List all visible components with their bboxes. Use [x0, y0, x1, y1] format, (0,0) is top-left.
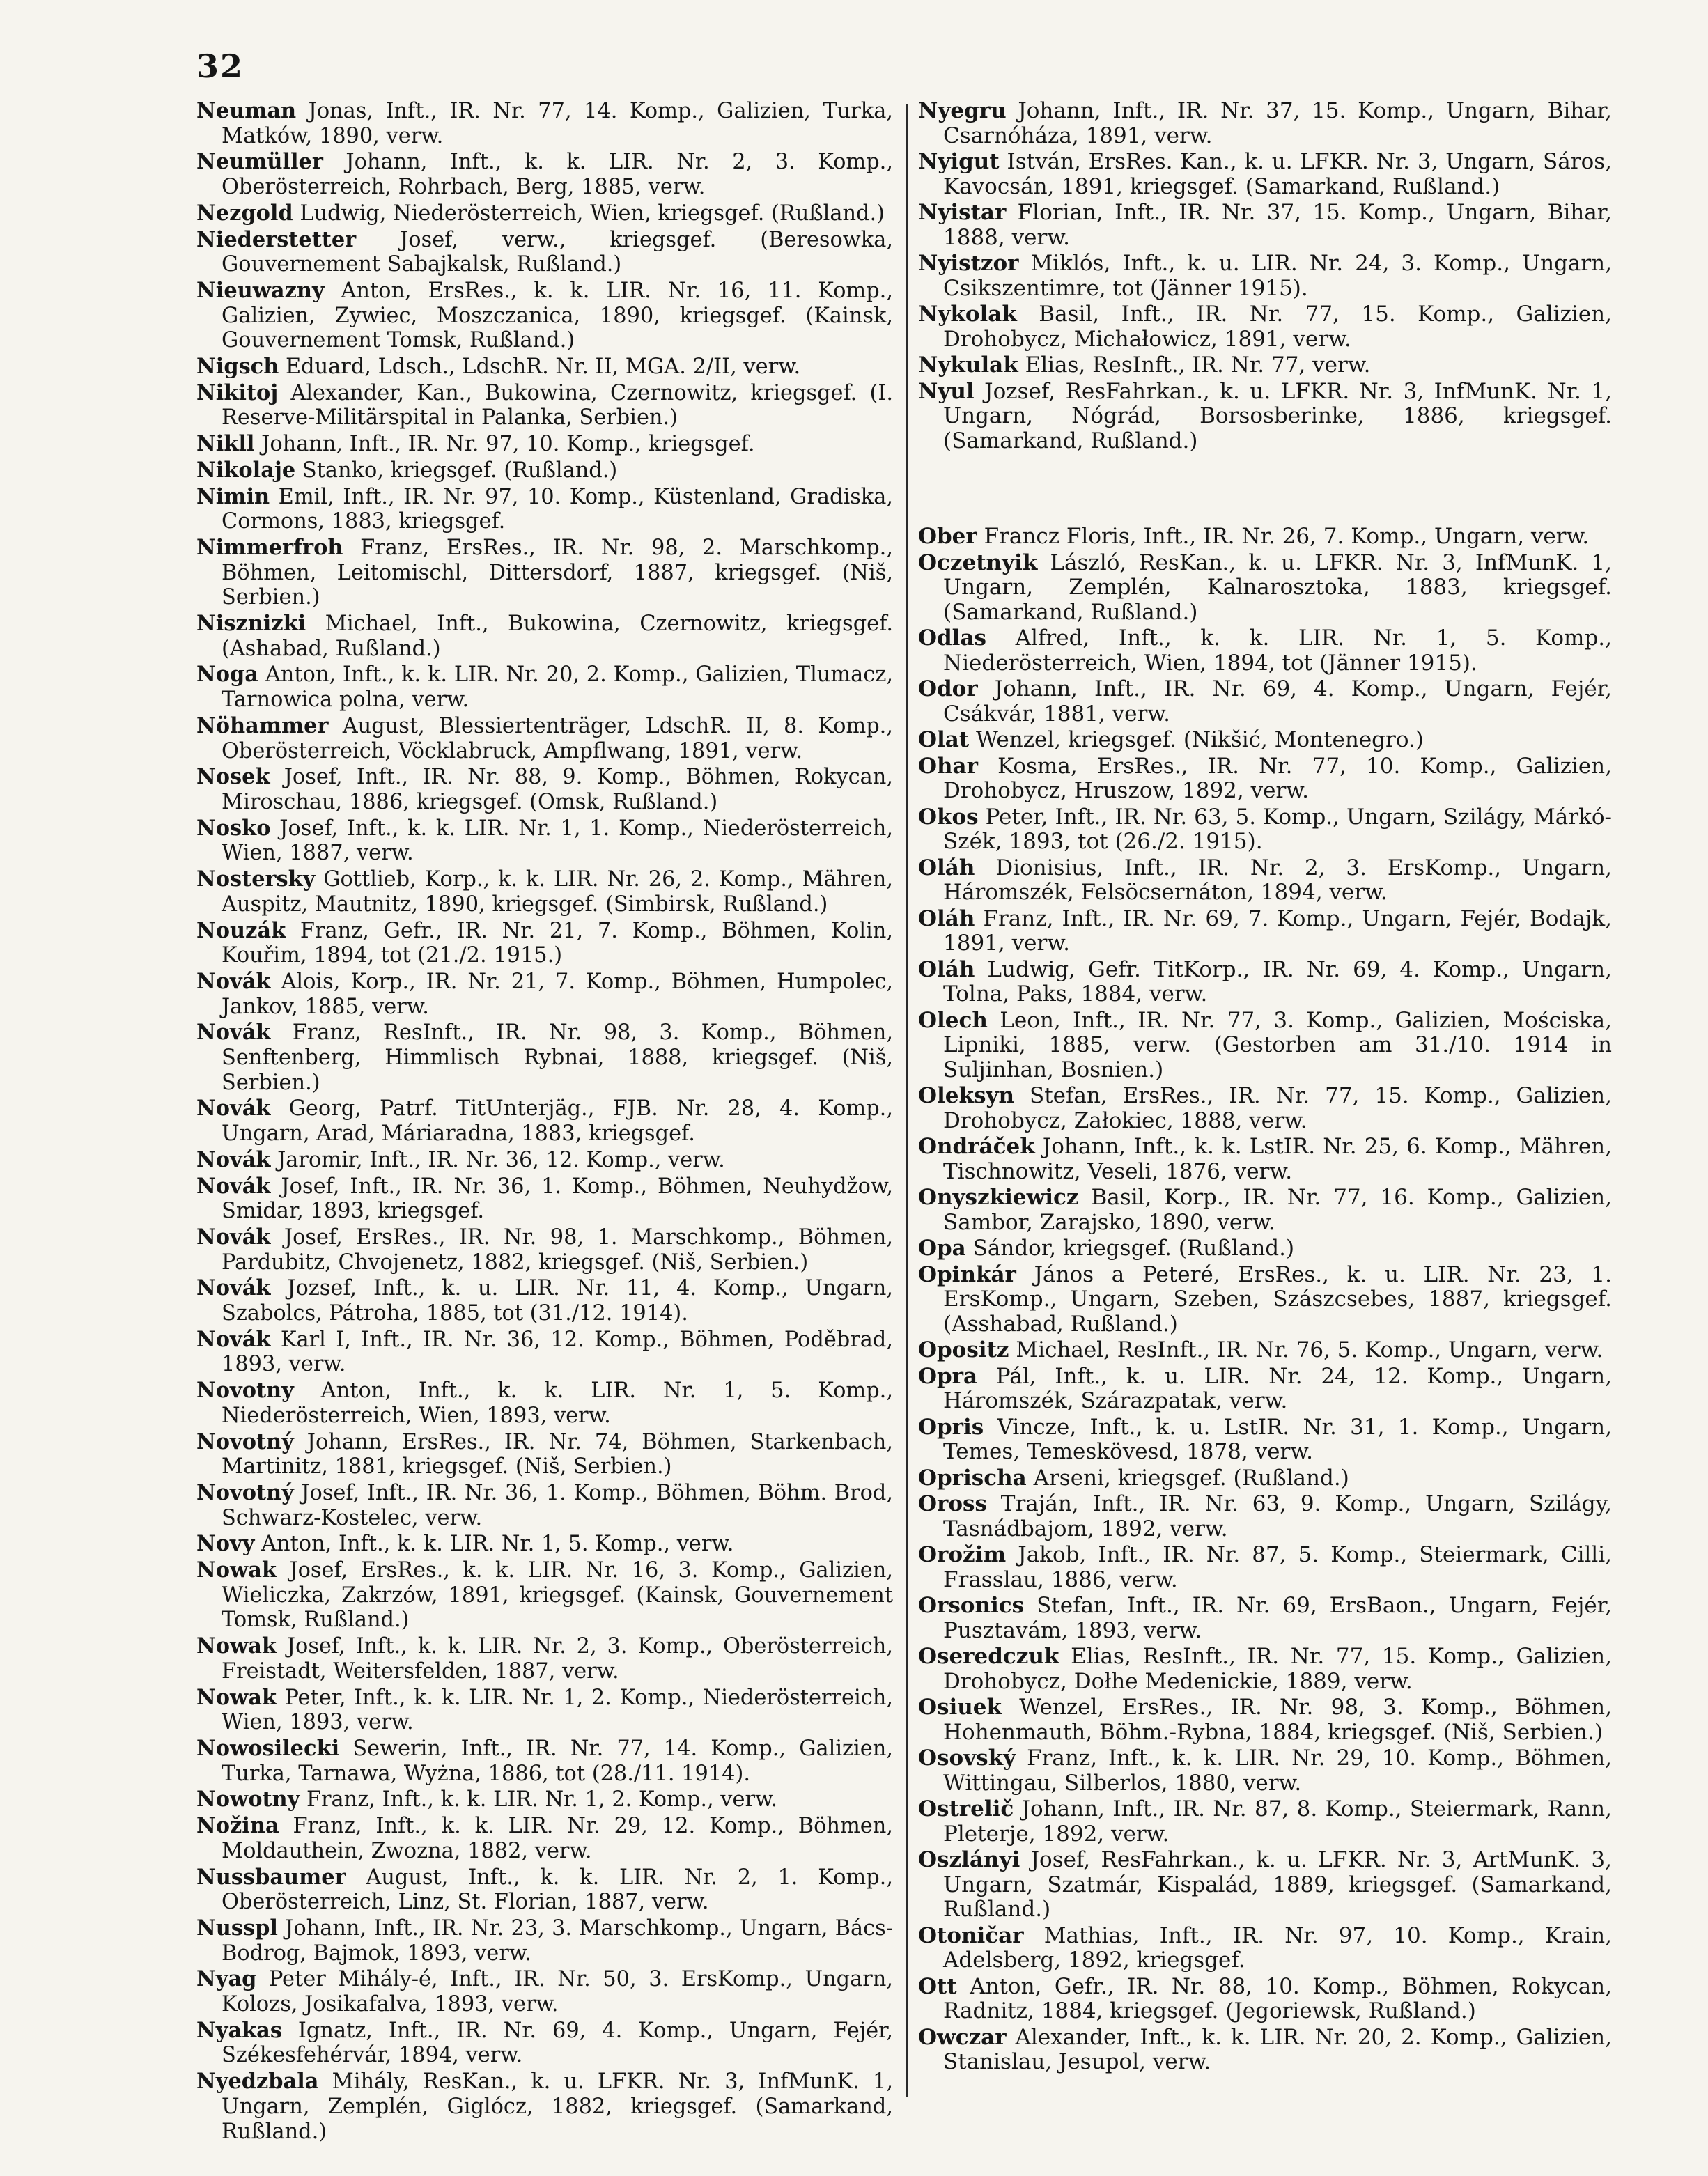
entry-surname: Nyistzor [918, 251, 1019, 276]
entry-details: Wenzel, ErsRes., IR. Nr. 98, 3. Komp., Böhmen, Hohenmauth, Böhm.-Rybna, 1884, kriegsgef. (Niš, Serbien.) [943, 1695, 1612, 1745]
register-entry [918, 524, 1612, 550]
entry-surname: Orožim [918, 1542, 1007, 1567]
register-entry [918, 2026, 1612, 2075]
entry-details: Eduard, Ldsch., LdschR. Nr. II, MGA. 2/II, verw. [279, 355, 801, 380]
entry-details: Franz, Gefr., IR. Nr. 21, 7. Komp., Böhmen, Kolin, Kouřim, 1894, tot (21./2. 1915.) [222, 918, 893, 968]
entry-details: Franz, ErsRes., IR. Nr. 98, 2. Marschkomp., Böhmen, Leitomischl, Dittersdorf, 1887, kriegsgef. (Niš, Serbien.) [222, 535, 893, 610]
entry-details: Mathias, Inft., IR. Nr. 97, 10. Komp., Krain, Adelsberg, 1892, kriegsgef. [943, 1922, 1612, 1973]
entry-surname: Nimin [196, 483, 270, 509]
entry-details: Stefan, Inft., IR. Nr. 69, ErsBaon., Ungarn, Fejér, Pusztavám, 1893, verw. [943, 1593, 1612, 1643]
register-entry [196, 458, 893, 483]
entry-surname: Nyistar [918, 200, 1007, 225]
entry-details: László, ResKan., k. u. LFKR. Nr. 3, InfMunK. 1, Ungarn, Zemplén, Kalnarosztoka, 1883, kriegsgef. (Samarkand, Rußland.) [943, 550, 1612, 625]
register-entry [196, 1020, 893, 1095]
register-entry [918, 856, 1612, 906]
register-entry [196, 1814, 893, 1863]
register-entry [196, 714, 893, 763]
entry-details: Karl I, Inft., IR. Nr. 36, 12. Komp., Böhmen, Poděbrad, 1893, verw. [222, 1327, 893, 1377]
register-entry [918, 302, 1612, 352]
register-entry [918, 1797, 1612, 1847]
register-entry [196, 1532, 893, 1557]
entry-surname: Osiuek [918, 1695, 1002, 1720]
entry-details: August, Inft., k. k. LIR. Nr. 2, 1. Komp., Oberösterreich, Linz, St. Florian, 1887, verw. [222, 1865, 893, 1915]
entry-surname: Nykulak [918, 352, 1018, 378]
entry-details: Josef, ResFahrkan., k. u. LFKR. Nr. 3, ArtMunK. 3, Ungarn, Szatmár, Kispalád, 1889, kriegsgef. (Samarkand, Rußland.) [943, 1847, 1612, 1922]
register-entry [196, 1634, 893, 1684]
register-entry [918, 1594, 1612, 1643]
entry-details: Josef, Inft., IR. Nr. 88, 9. Komp., Böhmen, Rokycan, Miroschau, 1886, kriegsgef. (Omsk, Rußland.) [222, 765, 893, 814]
entry-details: Anton, ErsRes., k. k. LIR. Nr. 16, 11. Komp., Galizien, Zywiec, Moszczanica, 1890, kriegsgef. (Kainsk, Gouvernement Tomsk, Rußland.) [222, 278, 893, 353]
entry-surname: Ott [918, 1973, 957, 1999]
register-entry [196, 1276, 893, 1326]
entry-surname: Oláh [918, 956, 975, 982]
register-entry [196, 1967, 893, 2016]
entry-details: Peter Mihály-é, Inft., IR. Nr. 50, 3. ErsKomp., Ungarn, Kolozs, Josikafalva, 1893, verw. [222, 1967, 893, 2017]
column-divider [906, 104, 908, 2097]
entry-details: Basil, Korp., IR. Nr. 77, 16. Komp., Galizien, Sambor, Zarajsko, 1890, verw. [943, 1185, 1612, 1235]
entry-surname: Nöhammer [196, 713, 329, 738]
entry-surname: Orsonics [918, 1593, 1025, 1618]
entry-surname: Nowak [196, 1684, 277, 1710]
register-entry [196, 1096, 893, 1146]
entry-surname: Ohar [918, 753, 978, 779]
entry-details: Franz, Inft., IR. Nr. 69, 7. Komp., Ungarn, Fejér, Bodajk, 1891, verw. [943, 906, 1612, 956]
entry-details: Anton, Inft., k. k. LIR. Nr. 20, 2. Komp., Galizien, Tlumacz, Tarnowica polna, verw. [222, 662, 893, 713]
register-entry [918, 754, 1612, 804]
entry-details: Franz, Inft., k. k. LIR. Nr. 29, 12. Komp., Böhmen, Moldauthein, Zwozna, 1882, verw. [222, 1814, 893, 1863]
register-entry [918, 1466, 1612, 1491]
register-entry [918, 677, 1612, 726]
entry-details: János a Peteré, ErsRes., k. u. LIR. Nr. 23, 1. ErsKomp., Ungarn, Szeben, Szászcsebes, 1887, kriegsgef. (Asshabad, Rußland.) [943, 1261, 1612, 1337]
entry-details: Josef, ErsRes., IR. Nr. 98, 1. Marschkomp., Böhmen, Pardubitz, Chvojenetz, 1882, kriegsgef. (Niš, Serbien.) [222, 1225, 893, 1275]
entry-details: Johann, Inft., k. k. LstIR. Nr. 25, 6. Komp., Mähren, Tischnowitz, Veseli, 1876, verw. [943, 1134, 1612, 1184]
register-entry [196, 201, 893, 226]
entry-details: Mihály, ResKan., k. u. LFKR. Nr. 3, InfMunK. 1, Ungarn, Zemplén, Giglócz, 1882, kriegsgef. (Samarkand, Rußland.) [222, 2069, 893, 2144]
entry-details: Michael, ResInft., IR. Nr. 76, 5. Komp., Ungarn, verw. [1009, 1337, 1604, 1362]
entry-surname: Nimmerfroh [196, 534, 343, 560]
entry-details: Basil, Inft., IR. Nr. 77, 15. Komp., Galizien, Drohobycz, Michałowicz, 1891, verw. [943, 302, 1612, 352]
entry-surname: Olat [918, 727, 970, 752]
entry-surname: Nigsch [196, 354, 279, 380]
entry-surname: Nyag [196, 1966, 257, 1992]
entry-surname: Oczetnyik [918, 550, 1038, 575]
entry-surname: Owczar [918, 2024, 1007, 2050]
register-entry [196, 381, 893, 430]
register-entry [918, 907, 1612, 956]
entry-details: Alexander, Inft., k. k. LIR. Nr. 20, 2. Komp., Galizien, Stanislau, Jesupol, verw. [943, 2024, 1612, 2074]
entry-surname: Nosek [196, 764, 270, 790]
register-entry [918, 1492, 1612, 1541]
register-entry [196, 1174, 893, 1224]
entry-details: Elias, ResInft., IR. Nr. 77, verw. [1018, 352, 1371, 378]
right-column-o-section [918, 524, 1612, 2075]
entry-details: Jozsef, ResFahrkan., k. u. LFKR. Nr. 3, InfMunK. Nr. 1, Ungarn, Nógrád, Borsosberinke, 1886, kriegsgef. (Samarkand, Rußland.) [943, 378, 1612, 453]
register-entry [918, 1415, 1612, 1465]
entry-surname: Oszlányi [918, 1847, 1020, 1872]
entry-surname: Onyszkiewicz [918, 1185, 1079, 1210]
entry-surname: Oleksyn [918, 1083, 1014, 1108]
entry-details: Francz Floris, Inft., IR. Nr. 26, 7. Komp., Ungarn, verw. [977, 524, 1590, 549]
entry-surname: Otoničar [918, 1922, 1024, 1948]
entry-details: Josef, Inft., IR. Nr. 36, 1. Komp., Böhmen, Böhm. Brod, Schwarz-Kostelec, verw. [222, 1480, 893, 1530]
entry-surname: Oprischa [918, 1465, 1027, 1491]
register-entry [918, 805, 1612, 855]
register-entry [918, 1975, 1612, 2024]
entry-details: Sándor, kriegsgef. (Rußland.) [965, 1236, 1295, 1261]
entry-surname: Nikitoj [196, 380, 279, 405]
entry-details: Kosma, ErsRes., IR. Nr. 77, 10. Komp., Galizien, Drohobycz, Hruszow, 1892, verw. [943, 753, 1612, 803]
entry-surname: Oláh [918, 906, 975, 931]
register-entry [196, 1225, 893, 1275]
register-entry [196, 1787, 893, 1812]
entry-surname: Nosko [196, 815, 271, 841]
entry-surname: Novák [196, 1326, 271, 1352]
entry-surname: Nowosilecki [196, 1736, 340, 1761]
register-entry [918, 1236, 1612, 1261]
register-entry [918, 201, 1612, 250]
register-entry [196, 970, 893, 1019]
register-entry [196, 1916, 893, 1966]
entry-surname: Nožina [196, 1813, 279, 1839]
entry-details: Josef, Inft., k. k. LIR. Nr. 2, 3. Komp., Oberösterreich, Freistadt, Weitersfelden, 1887, verw. [222, 1634, 893, 1684]
register-entry [196, 1865, 893, 1915]
entry-surname: Nyakas [196, 2017, 282, 2043]
register-entry [196, 536, 893, 610]
entry-details: Franz, Inft., k. k. LIR. Nr. 1, 2. Komp., verw. [300, 1787, 778, 1812]
entry-details: Stanko, kriegsgef. (Rußland.) [295, 458, 618, 483]
register-entry [196, 1686, 893, 1735]
entry-surname: Nouzák [196, 917, 286, 943]
register-entry [196, 919, 893, 968]
register-entry [918, 1135, 1612, 1184]
register-entry [196, 485, 893, 534]
entry-surname: Nikll [196, 431, 255, 457]
register-entry [918, 353, 1612, 378]
entry-surname: Novák [196, 1224, 271, 1250]
entry-details: Johann, Inft., IR. Nr. 97, 10. Komp., kriegsgef. [254, 432, 755, 457]
register-entry [918, 1365, 1612, 1414]
left-column [196, 99, 893, 2145]
entry-surname: Novotný [196, 1479, 294, 1505]
register-entry [918, 1263, 1612, 1337]
entry-surname: Nisznizki [196, 611, 306, 637]
entry-surname: Opra [918, 1363, 978, 1389]
entry-details: Josef, verw., kriegsgef. (Beresowka, Gouvernement Sabajkalsk, Rußland.) [222, 227, 893, 277]
entry-details: István, ErsRes. Kan., k. u. LFKR. Nr. 3, Ungarn, Sáros, Kavocsán, 1891, kriegsgef. (Samarkand, Rußland.) [943, 149, 1612, 199]
entry-surname: Okos [918, 804, 979, 830]
entry-surname: Osovský [918, 1746, 1016, 1771]
entry-details: Franz, ResInft., IR. Nr. 98, 3. Komp., Böhmen, Senftenberg, Himmlisch Rybnai, 1888, kriegsgef. (Niš, Serbien.) [222, 1020, 893, 1095]
entry-details: Stefan, ErsRes., IR. Nr. 77, 15. Komp., Galizien, Drohobycz, Załokiec, 1888, verw. [943, 1083, 1612, 1133]
register-entry [918, 1186, 1612, 1235]
register-entry [196, 765, 893, 814]
entry-surname: Niederstetter [196, 226, 357, 252]
entry-surname: Oseredczuk [918, 1644, 1059, 1669]
entry-details: Peter, Inft., IR. Nr. 63, 5. Komp., Ungarn, Szilágy, Márkó-Szék, 1893, tot (26./2. 1915). [943, 804, 1612, 854]
entry-details: Dionisius, Inft., IR. Nr. 2, 3. ErsKomp., Ungarn, Háromszék, Felsöcsernáton, 1894, verw. [943, 855, 1612, 905]
register-entry [918, 1338, 1612, 1363]
register-entry [918, 251, 1612, 301]
register-entry [918, 99, 1612, 148]
entry-surname: Oross [918, 1491, 987, 1516]
register-entry [918, 728, 1612, 753]
entry-details: Ignatz, Inft., IR. Nr. 69, 4. Komp., Ungarn, Fejér, Székesfehérvár, 1894, verw. [222, 2018, 893, 2068]
register-entry [918, 1848, 1612, 1922]
register-entry [196, 662, 893, 712]
entry-details: Michael, Inft., Bukowina, Czernowitz, kriegsgef. (Ashabad, Rußland.) [222, 612, 893, 661]
register-entry [196, 1481, 893, 1530]
register-entry [196, 816, 893, 866]
entry-surname: Nussbaumer [196, 1864, 346, 1890]
entry-details: Wenzel, kriegsgef. (Nikšić, Montenegro.) [969, 727, 1424, 752]
entry-details: Franz, Inft., k. k. LIR. Nr. 29, 10. Komp., Böhmen, Wittingau, Silberlos, 1880, verw. [943, 1746, 1612, 1796]
entry-surname: Novák [196, 1275, 271, 1301]
entry-surname: Novotný [196, 1429, 294, 1454]
register-entry [196, 279, 893, 353]
entry-surname: Nyigut [918, 149, 1000, 174]
right-column-n-section [918, 99, 1612, 453]
entry-details: Jakob, Inft., IR. Nr. 87, 5. Komp., Steiermark, Cilli, Frasslau, 1886, verw. [943, 1542, 1612, 1592]
register-entry [196, 150, 893, 199]
register-entry [918, 626, 1612, 676]
entry-details: Traján, Inft., IR. Nr. 63, 9. Komp., Ungarn, Szilágy, Tasnádbajom, 1892, verw. [943, 1491, 1612, 1541]
entry-surname: Ondráček [918, 1134, 1035, 1159]
entry-details: Ludwig, Gefr. TitKorp., IR. Nr. 69, 4. Komp., Ungarn, Tolna, Paks, 1884, verw. [943, 956, 1612, 1007]
entry-surname: Olech [918, 1007, 988, 1033]
register-entry [196, 99, 893, 148]
register-entry [196, 1430, 893, 1479]
entry-details: Jaromir, Inft., IR. Nr. 36, 12. Komp., verw. [270, 1147, 725, 1172]
entry-details: Johann, Inft., IR. Nr. 87, 8. Komp., Steiermark, Rann, Pleterje, 1892, verw. [943, 1796, 1612, 1847]
entry-details: Gottlieb, Korp., k. k. LIR. Nr. 26, 2. Komp., Mähren, Auspitz, Mautnitz, 1890, kriegsgef. (Simbirsk, Rußland.) [222, 867, 893, 917]
entry-surname: Novák [196, 1173, 271, 1199]
entry-surname: Novotny [196, 1378, 294, 1404]
entry-surname: Ostrelič [918, 1796, 1014, 1821]
entry-details: Alexander, Kan., Bukowina, Czernowitz, kriegsgef. (I. Reserve-Militärspital in Palanka, Serbien.) [222, 380, 893, 430]
entry-surname: Nieuwazny [196, 277, 325, 303]
entry-details: Johann, Inft., k. k. LIR. Nr. 2, 3. Komp., Oberösterreich, Rohrbach, Berg, 1885, verw. [222, 150, 893, 200]
register-entry [918, 551, 1612, 625]
register-entry [918, 1924, 1612, 1973]
entry-details: Johann, ErsRes., IR. Nr. 74, Böhmen, Starkenbach, Martinitz, 1881, kriegsgef. (Niš, Serbien.) [222, 1429, 893, 1479]
right-column [918, 99, 1612, 2076]
register-entry [196, 432, 893, 457]
entry-surname: Opinkár [918, 1261, 1016, 1287]
entry-details: Jozsef, Inft., k. u. LIR. Nr. 11, 4. Komp., Ungarn, Szabolcs, Pátroha, 1885, tot (31./12. 1914). [222, 1276, 893, 1326]
entry-details: Georg, Patrf. TitUnterjäg., FJB. Nr. 28, 4. Komp., Ungarn, Arad, Máriaradna, 1883, kriegsgef. [222, 1096, 893, 1147]
entry-details: Johann, Inft., IR. Nr. 37, 15. Komp., Ungarn, Bihar, Csarnóháza, 1891, verw. [943, 98, 1612, 148]
entry-details: Sewerin, Inft., IR. Nr. 77, 14. Komp., Galizien, Turka, Tarnawa, Wyżna, 1886, tot (28./11. 1914). [222, 1736, 893, 1786]
entry-surname: Nyedzbala [196, 2069, 319, 2095]
entry-details: August, Blessiertenträger, LdschR. II, 8. Komp., Oberösterreich, Vöcklabruck, Ampflwang, 1891, verw. [222, 713, 893, 763]
register-entry [196, 612, 893, 661]
register-entry [196, 2069, 893, 2144]
register-entry [196, 1558, 893, 1633]
register-entry [918, 1645, 1612, 1694]
register-entry [918, 1009, 1612, 1083]
entry-details: Josef, Inft., IR. Nr. 36, 1. Komp., Böhmen, Neuhydžow, Smidar, 1893, kriegsgef. [222, 1174, 893, 1224]
entry-details: Miklós, Inft., k. u. LIR. Nr. 24, 3. Komp., Ungarn, Csikszentimre, tot (Jänner 1915). [943, 251, 1612, 301]
entry-details: Johann, Inft., IR. Nr. 23, 3. Marschkomp., Ungarn, Bács-Bodrog, Bajmok, 1893, verw. [222, 1915, 893, 1966]
register-entry [196, 867, 893, 917]
entry-details: Alois, Korp., IR. Nr. 21, 7. Komp., Böhmen, Humpolec, Jankov, 1885, verw. [222, 969, 893, 1019]
entry-surname: Novák [196, 1020, 271, 1046]
entry-details: Johann, Inft., IR. Nr. 69, 4. Komp., Ungarn, Fejér, Csákvár, 1881, verw. [943, 676, 1612, 726]
entry-surname: Nykolak [918, 302, 1017, 327]
entry-surname: Novy [196, 1531, 255, 1557]
entry-details: Josef, ErsRes., k. k. LIR. Nr. 16, 3. Komp., Galizien, Wieliczka, Zakrzów, 1891, kriegsgef. (Kainsk, Gouvernement Tomsk, Rußland.) [222, 1558, 893, 1633]
entry-surname: Oláh [918, 855, 975, 880]
entry-surname: Nikolaje [196, 457, 296, 483]
entry-surname: Nostersky [196, 866, 316, 892]
entry-surname: Novák [196, 1147, 271, 1172]
entry-surname: Nowotny [196, 1787, 300, 1812]
register-entry [196, 228, 893, 277]
entry-surname: Opa [918, 1236, 966, 1261]
entry-surname: Odor [918, 676, 978, 701]
entry-surname: Nezgold [196, 200, 293, 226]
entry-details: Anton, Gefr., IR. Nr. 88, 10. Komp., Böhmen, Rokycan, Radnitz, 1884, kriegsgef. (Jegoriewsk, Rußland.) [943, 1973, 1612, 2023]
register-entry [918, 1695, 1612, 1745]
register-entry [918, 1543, 1612, 1592]
entry-details: Pál, Inft., k. u. LIR. Nr. 24, 12. Komp., Ungarn, Háromszék, Szárazpatak, verw. [943, 1363, 1612, 1413]
entry-surname: Novák [196, 1096, 271, 1121]
entry-surname: Ober [918, 524, 977, 549]
entry-surname: Opositz [918, 1337, 1009, 1362]
entry-details: Emil, Inft., IR. Nr. 97, 10. Komp., Küstenland, Gradiska, Cormons, 1883, kriegsgef. [222, 484, 893, 534]
section-gap [918, 455, 1612, 524]
entry-surname: Nyul [918, 378, 975, 404]
entry-surname: Nowak [196, 1557, 277, 1583]
entry-details: Elias, ResInft., IR. Nr. 77, 15. Komp., Galizien, Drohobycz, Dołhe Medenickie, 1889, verw. [943, 1644, 1612, 1694]
entry-details: Anton, Inft., k. k. LIR. Nr. 1, 5. Komp., Niederösterreich, Wien, 1893, verw. [222, 1378, 893, 1428]
entry-surname: Noga [196, 662, 258, 687]
entry-details: Arseni, kriegsgef. (Rußland.) [1026, 1465, 1349, 1491]
entry-details: Alfred, Inft., k. k. LIR. Nr. 1, 5. Komp., Niederösterreich, Wien, 1894, tot (Jänner 1915). [943, 625, 1612, 676]
entry-details: Leon, Inft., IR. Nr. 77, 3. Komp., Galizien, Mościska, Lipniki, 1885, verw. (Gestorben am 31./10. 1914 in Suljinhan, Bosnien.) [943, 1007, 1612, 1082]
register-entry [196, 1148, 893, 1173]
entry-details: Anton, Inft., k. k. LIR. Nr. 1, 5. Komp., verw. [254, 1532, 734, 1557]
register-entry [918, 1084, 1612, 1133]
entry-surname: Nowak [196, 1633, 277, 1659]
entry-details: Ludwig, Niederösterreich, Wien, kriegsgef. (Rußland.) [293, 201, 885, 226]
entry-surname: Neumüller [196, 149, 323, 175]
register-entry [918, 380, 1612, 454]
register-entry [196, 1378, 893, 1428]
page-number: 32 [196, 47, 244, 85]
register-entry [918, 958, 1612, 1007]
register-entry [196, 2019, 893, 2068]
entry-surname: Nusspl [196, 1915, 278, 1941]
register-entry [196, 1328, 893, 1377]
entry-surname: Odlas [918, 625, 986, 651]
entry-details: Josef, Inft., k. k. LIR. Nr. 1, 1. Komp., Niederösterreich, Wien, 1887, verw. [222, 816, 893, 866]
register-entry [196, 1736, 893, 1786]
entry-surname: Neuman [196, 98, 297, 123]
register-entry [196, 355, 893, 380]
entry-surname: Novák [196, 968, 271, 994]
entry-surname: Opris [918, 1414, 984, 1440]
register-entry [918, 150, 1612, 199]
entry-details: Florian, Inft., IR. Nr. 37, 15. Komp., Ungarn, Bihar, 1888, verw. [943, 200, 1612, 250]
entry-details: Peter, Inft., k. k. LIR. Nr. 1, 2. Komp., Niederösterreich, Wien, 1893, verw. [222, 1685, 893, 1735]
entry-surname: Nyegru [918, 98, 1007, 123]
entry-details: Jonas, Inft., IR. Nr. 77, 14. Komp., Galizien, Turka, Matków, 1890, verw. [222, 99, 893, 148]
register-entry [918, 1746, 1612, 1796]
entry-details: Vincze, Inft., k. u. LstIR. Nr. 31, 1. Komp., Ungarn, Temes, Temeskövesd, 1878, verw. [943, 1414, 1612, 1464]
